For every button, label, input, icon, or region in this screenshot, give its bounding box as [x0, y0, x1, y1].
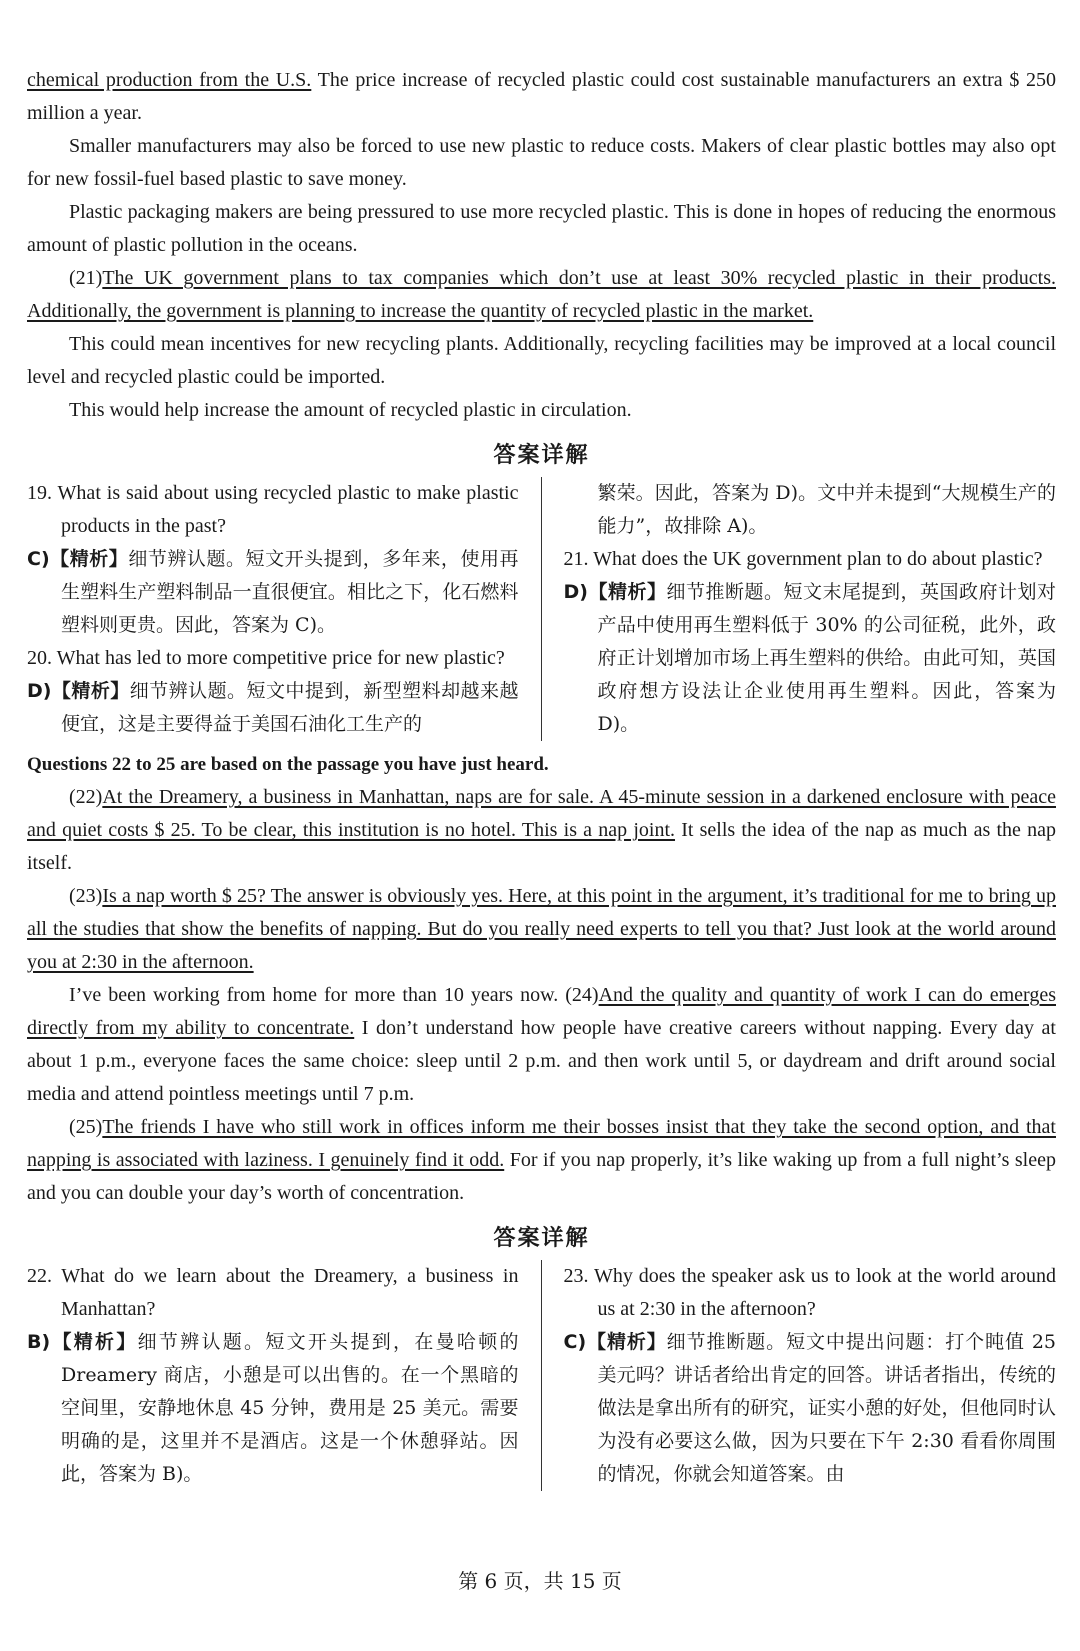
section-title-answers-2: 答案详解 — [493, 1226, 590, 1251]
question-23: 23. Why does the speaker ask us to look at the world around us at 2:30 in the afternoon? — [563, 1265, 1056, 1320]
passage-1-para-5: This could mean incentives for new recycling plants. Additionally, recycling facilities may be improved at a local council level and recycled plastic could be imported. — [27, 333, 1056, 388]
answer-20-continued: 繁荣。因此，答案为 D)。文中并未提到“大规模生产的能力”，故排除 A)。 — [597, 482, 1056, 537]
answer-20 — [27, 675, 519, 741]
para-text: It sells the idea of the nap as much as the nap itself. — [27, 819, 1056, 874]
para-text: I’ve been working from home for more than 10 years now. — [69, 984, 566, 1006]
underlined-text: The UK government plans to tax companies which don’t use at least 30% recycled plastic in their products. Additionally, the government is planning to increase the quantity of recycled plastic in the market. — [27, 267, 1056, 322]
page-number-footer: 第 6 页，共 15 页 — [458, 1569, 622, 1593]
answer-letter: C) — [563, 1331, 587, 1353]
answer-19 — [27, 543, 519, 642]
underlined-text: The friends I have who still work in offices inform me their bosses insist that they take the second option, and that napping is associated with laziness. I genuinely find it odd. — [27, 1116, 1056, 1171]
answer-letter: D) — [27, 680, 52, 702]
para-text: For if you nap properly, it’s like waking up from a full night’s sleep and you can double your day’s worth of concentration. — [27, 1149, 1056, 1204]
answer-22 — [27, 1326, 519, 1491]
passage-1-para-4 — [27, 262, 1056, 328]
question-21: 21. What does the UK government plan to do about plastic? — [563, 548, 1043, 570]
passage-2-heading: Questions 22 to 25 are based on the passage you have just heard. — [27, 754, 549, 775]
passage-2 — [27, 781, 1056, 1210]
analysis-tag: 【精析】 — [50, 1331, 138, 1353]
section-title-answers-1: 答案详解 — [493, 443, 590, 468]
analysis-text: 细节推断题。短文末尾提到，英国政府计划对产品中使用再生塑料低于 30% 的公司征税，此外，政府正计划增加市场上再生塑料的供给。由此可知，英国政府想方设法让企业使用再生塑料。因此，答案为 D)。 — [597, 581, 1056, 735]
para-text: I don’t understand how people have creative careers without napping. Every day at about 1 p.m., everyone faces the same choice: sleep until 2 p.m. and then work until 5, or daydream and drift around social media and attend pointless meetings until 7 p.m. — [27, 1017, 1056, 1105]
answers-column-left — [27, 1260, 542, 1491]
passage-2-para-1 — [27, 781, 1056, 880]
passage-1 — [27, 64, 1056, 427]
answers-column-right — [542, 1260, 1057, 1491]
analysis-text: 细节辨认题。短文开头提到，多年来，使用再生塑料生产塑料制品一直很便宜。相比之下，化石燃料塑料则更贵。因此，答案为 C)。 — [61, 548, 519, 636]
passage-2-para-3 — [27, 979, 1056, 1111]
analysis-text: 细节推断题。短文中提出问题：打个盹值 25 美元吗？讲话者给出肯定的回答。讲话者指出，传统的做法是拿出所有的研究，证实小憩的好处，但他同时认为没有必要这么做，因为只要在下午 2:30 看看你周围的情况，你就会知道答案。由 — [597, 1331, 1056, 1485]
underlined-text: Is a nap worth $ 25? The answer is obviously yes. Here, at this point in the argument, it’s traditional for me to bring up all the studies that show the benefits of napping. But do you really need experts to tell you that? Just look at the world around you at 2:30 in the afternoon. — [27, 885, 1056, 973]
underlined-text: At the Dreamery, a business in Manhattan, naps are for sale. A 45-minute session in a darkened enclosure with peace and quiet costs $ 25. To be clear, this institution is no hotel. This is a nap joint. — [27, 786, 1056, 841]
analysis-text: 细节辨认题。短文中提到，新型塑料却越来越便宜，这是主要得益于美国石油化工生产的 — [61, 680, 519, 735]
passage-1-para-2: Smaller manufacturers may also be forced to use new plastic to reduce costs. Makers of clear plastic bottles may also opt for new fossil-fuel based plastic to save money. — [27, 135, 1056, 190]
question-22: 22. What do we learn about the Dreamery, a business in Manhattan? — [27, 1265, 519, 1320]
answers-block-2 — [27, 1260, 1056, 1491]
question-20: 20. What has led to more competitive price for new plastic? — [27, 647, 505, 669]
answers-block-1 — [27, 477, 1056, 741]
answer-letter: D) — [563, 581, 588, 603]
para-text: The price increase of recycled plastic could cost sustainable manufacturers an extra $ 250 million a year. — [27, 69, 1056, 124]
question-tag: (23) — [69, 885, 103, 907]
passage-1-para-1 — [27, 64, 1056, 130]
answer-21 — [564, 576, 1057, 741]
answer-letter: C) — [27, 548, 50, 570]
passage-1-para-6: This would help increase the amount of recycled plastic in circulation. — [69, 399, 632, 421]
question-tag: (24) — [565, 984, 599, 1006]
answer-23 — [564, 1326, 1057, 1491]
analysis-text: 细节辨认题。短文开头提到，在曼哈顿的 Dreamery 商店，小憩是可以出售的。在一个黑暗的空间里，安静地休息 45 分钟，费用是 25 美元。需要明确的是，这里并不是酒店。这是一个休憩驿站。因此，答案为 B)。 — [61, 1331, 519, 1485]
answers-column-right — [542, 477, 1057, 741]
passage-1-para-3: Plastic packaging makers are being pressured to use more recycled plastic. This is done in hopes of reducing the enormous amount of plastic pollution in the oceans. — [27, 201, 1056, 256]
analysis-tag: 【精析】 — [586, 1331, 667, 1353]
analysis-tag: 【精析】 — [587, 581, 667, 603]
underlined-text: chemical production from the U.S. — [27, 69, 312, 91]
answers-column-left — [27, 477, 542, 741]
question-tag: (22) — [69, 786, 103, 808]
analysis-tag: 【精析】 — [51, 680, 130, 702]
passage-2-para-2 — [27, 880, 1056, 979]
question-19: 19. What is said about using recycled plastic to make plastic products in the past? — [27, 482, 519, 537]
analysis-tag: 【精析】 — [49, 548, 129, 570]
underlined-text: And the quality and quantity of work I can do emerges directly from my ability to concentrate. — [27, 984, 1056, 1039]
passage-2-para-4 — [27, 1111, 1056, 1210]
question-tag: (21) — [69, 267, 103, 289]
answer-letter: B) — [27, 1331, 51, 1353]
question-tag: (25) — [69, 1116, 103, 1138]
